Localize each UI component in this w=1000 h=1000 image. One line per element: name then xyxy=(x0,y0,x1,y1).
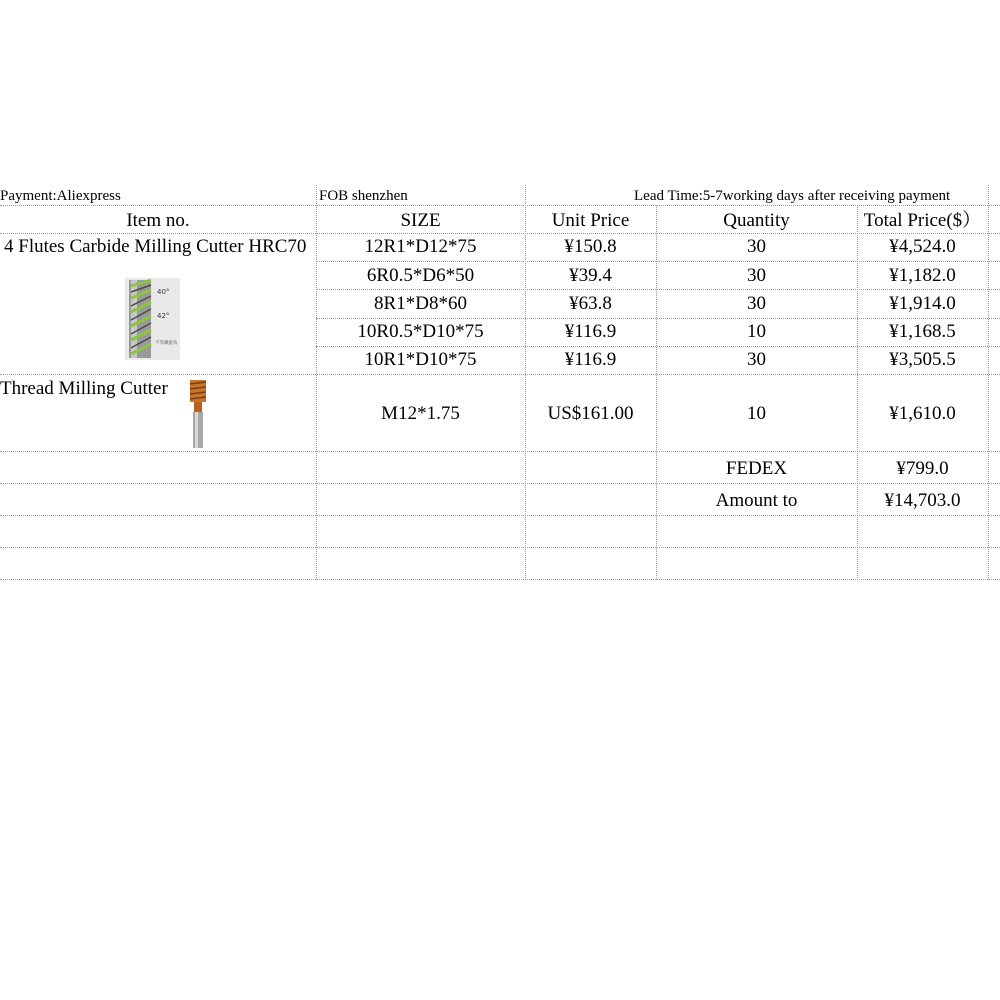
unit-price-cell: ¥63.8 xyxy=(569,293,612,314)
gridline xyxy=(316,261,1000,262)
gridline xyxy=(0,451,1000,452)
fob-label: FOB shenzhen xyxy=(319,188,408,204)
size-cell: 10R1*D10*75 xyxy=(364,349,477,370)
unit-price-cell: ¥116.9 xyxy=(564,321,617,342)
unit-price-cell: US$161.00 xyxy=(547,403,634,424)
gridline xyxy=(857,205,858,580)
column-header-total-price: Total Price($） xyxy=(863,210,982,231)
gridline xyxy=(988,185,989,580)
column-header-quantity: Quantity xyxy=(723,210,790,231)
size-cell: M12*1.75 xyxy=(381,403,460,424)
gridline xyxy=(316,289,1000,290)
total-price-cell: ¥1,182.0 xyxy=(889,265,956,286)
helix-angle-label: 40° xyxy=(157,288,170,296)
quantity-cell: 30 xyxy=(747,349,766,370)
size-cell: 8R1*D8*60 xyxy=(374,293,467,314)
gridline xyxy=(0,579,1000,580)
column-header-item-no: Item no. xyxy=(126,210,190,231)
shipping-label: FEDEX xyxy=(725,458,788,479)
unit-price-cell: ¥150.8 xyxy=(564,236,617,257)
gridline xyxy=(656,205,657,580)
gridline xyxy=(316,346,1000,347)
image-caption: 不等螺旋角 xyxy=(155,341,178,346)
size-cell: 12R1*D12*75 xyxy=(364,236,477,257)
amount-label: Amount to xyxy=(715,490,798,511)
shipping-value: ¥799.0 xyxy=(896,458,949,479)
product-name: Thread Milling Cutter xyxy=(0,378,168,399)
payment-label: Payment:Aliexpress xyxy=(0,188,121,204)
total-price-cell: ¥1,914.0 xyxy=(889,293,956,314)
gridline xyxy=(0,547,1000,548)
gridline xyxy=(0,233,1000,234)
quantity-cell: 10 xyxy=(747,321,766,342)
total-price-cell: ¥1,168.5 xyxy=(889,321,956,342)
helix-angle-label: 42° xyxy=(157,312,170,320)
milling-cutter-image xyxy=(125,278,180,360)
unit-price-cell: ¥39.4 xyxy=(569,265,612,286)
gridline xyxy=(0,483,1000,484)
quantity-cell: 30 xyxy=(747,236,766,257)
gridline xyxy=(0,205,1000,206)
thread-cutter-image xyxy=(186,380,210,448)
column-header-unit-price: Unit Price xyxy=(551,210,630,231)
lead-time-label: Lead Time:5-7working days after receiving payment xyxy=(634,188,951,204)
amount-value: ¥14,703.0 xyxy=(884,490,961,511)
unit-price-cell: ¥116.9 xyxy=(564,349,617,370)
gridline xyxy=(0,515,1000,516)
quantity-cell: 10 xyxy=(747,403,766,424)
quantity-cell: 30 xyxy=(747,265,766,286)
quantity-cell: 30 xyxy=(747,293,766,314)
total-price-cell: ¥4,524.0 xyxy=(889,236,956,257)
product-name: 4 Flutes Carbide Milling Cutter HRC70 xyxy=(4,236,307,257)
total-price-cell: ¥1,610.0 xyxy=(889,403,956,424)
gridline xyxy=(0,374,1000,375)
column-header-size: SIZE xyxy=(400,210,441,231)
size-cell: 6R0.5*D6*50 xyxy=(366,265,475,286)
total-price-cell: ¥3,505.5 xyxy=(889,349,956,370)
quotation-sheet xyxy=(0,185,1000,580)
gridline xyxy=(316,318,1000,319)
size-cell: 10R0.5*D10*75 xyxy=(357,321,484,342)
